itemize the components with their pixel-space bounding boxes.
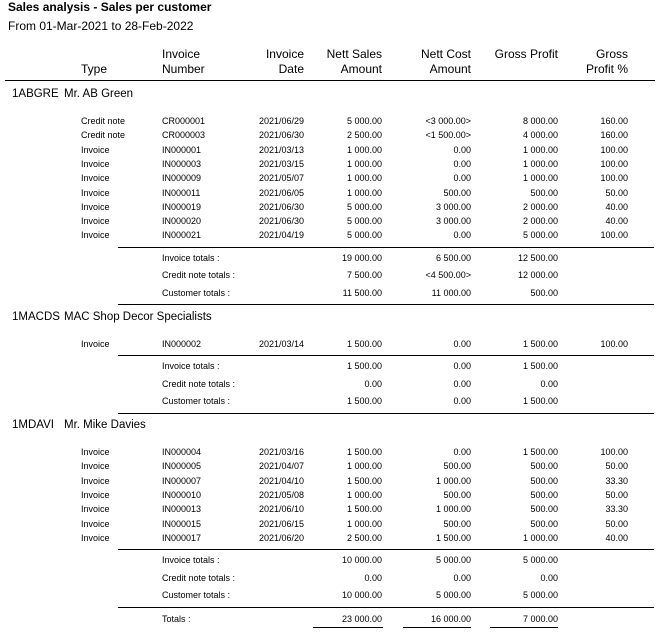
total-nett-sales: 10 000.00 [341,555,382,566]
row-nett-cost: 0.00 [453,173,471,184]
total-gross-profit: 0.00 [540,378,558,389]
row-gross-profit-pct: 160.00 [600,130,628,141]
row-gross-profit-pct: 40.00 [605,216,628,227]
customer-code: 1ABGRE [12,88,59,100]
row-gross-profit-pct: 50.00 [605,518,628,529]
table-row [0,339,658,353]
row-gross-profit-pct: 100.00 [600,230,628,241]
col-header-type: Type [81,62,108,76]
row-invoice-date: 2021/05/07 [258,173,304,184]
report-period: From 01-Mar-2021 to 28-Feb-2022 [8,19,194,33]
row-nett-cost: 500.00 [443,489,471,500]
table-row [0,116,658,130]
row-gross-profit-pct: 100.00 [600,173,628,184]
customer-name: Mr. AB Green [64,88,134,100]
credit-note-totals-row [0,270,658,284]
subtotal-divider [118,247,654,248]
grand-total-nett-cost: 16 000.00 [430,614,471,624]
row-type: Invoice [81,475,110,486]
total-nett-sales: 1 500.00 [346,396,382,407]
row-invoice-date: 2021/06/20 [258,532,304,543]
row-type: Invoice [81,447,110,457]
row-gross-profit: 2 000.00 [522,216,558,227]
customer-name: MAC Shop Decor Specialists [64,311,212,323]
table-row [0,188,658,202]
col-header-gross-profit-pct: Gross Profit % [585,47,628,76]
grand-total-underline-cost [403,627,471,628]
col-header-invoice-date: Invoice Date [265,47,304,76]
row-gross-profit-pct: 100.00 [600,158,628,169]
row-invoice-number: IN000009 [162,173,202,184]
row-gross-profit-pct: 100.00 [600,339,628,349]
total-nett-cost: 6 500.00 [435,252,471,263]
customer-totals-row [0,288,658,302]
row-nett-cost: <1 500.00> [425,130,471,141]
invoice-totals-row [0,555,658,569]
row-invoice-date: 2021/03/14 [258,339,304,349]
customer-code: 1MDAVI [12,419,54,431]
grand-total-gross-profit: 7 000.00 [522,614,558,624]
row-invoice-date: 2021/06/15 [258,518,304,529]
total-nett-cost: 0.00 [453,378,471,389]
row-type: Invoice [81,489,110,500]
row-gross-profit-pct: 33.30 [605,504,628,515]
total-nett-cost: 0.00 [453,572,471,583]
row-nett-cost: 500.00 [443,187,471,198]
row-gross-profit: 500.00 [530,461,558,472]
table-row [0,490,658,504]
totals-label: Invoice totals : [162,361,220,372]
row-type: Invoice [81,518,110,529]
total-gross-profit: 12 500.00 [517,252,558,263]
row-type: Invoice [81,173,110,184]
total-gross-profit: 5 000.00 [522,555,558,566]
total-nett-sales: 19 000.00 [341,252,382,263]
row-invoice-date: 2021/06/30 [258,201,304,212]
row-gross-profit-pct: 40.00 [605,532,628,543]
total-nett-sales: 10 000.00 [341,590,382,601]
col-header-nett-sales: Nett Sales Amount [326,47,382,76]
grand-total-underline-sales [313,627,383,628]
row-nett-sales: 1 000.00 [346,158,382,169]
total-nett-cost: 11 000.00 [431,287,471,298]
row-gross-profit: 2 000.00 [522,201,558,212]
totals-label: Credit note totals : [162,572,236,583]
totals-label: Customer totals : [162,287,231,298]
total-nett-cost: <4 500.00> [425,270,471,281]
grand-total-underline-gp [490,627,558,628]
total-nett-cost: 5 000.00 [435,590,471,601]
row-invoice-date: 2021/03/13 [258,144,304,155]
row-gross-profit-pct: 100.00 [600,144,628,155]
total-gross-profit: 5 000.00 [522,590,558,601]
table-row [0,159,658,173]
table-row [0,173,658,187]
row-type: Invoice [81,461,110,472]
row-gross-profit: 5 000.00 [522,230,558,241]
row-nett-cost: <3 000.00> [425,116,471,126]
row-invoice-date: 2021/04/10 [258,475,304,486]
row-invoice-number: IN000013 [162,504,202,515]
row-gross-profit: 500.00 [530,518,558,529]
row-gross-profit: 500.00 [530,475,558,486]
row-invoice-number: CR000003 [162,130,206,141]
col-header-invoice-number: Invoice Number [162,47,205,76]
row-gross-profit: 1 500.00 [522,447,558,457]
row-nett-sales: 1 000.00 [346,144,382,155]
row-type: Invoice [81,230,110,241]
totals-label: Customer totals : [162,396,231,407]
row-invoice-date: 2021/06/10 [258,504,304,515]
report-title: Sales analysis - Sales per customer [8,0,212,14]
row-invoice-number: IN000015 [162,518,202,529]
row-gross-profit: 500.00 [530,504,558,515]
totals-label: Invoice totals : [162,252,220,263]
row-nett-sales: 5 000.00 [346,230,382,241]
subtotal-divider [118,549,654,550]
row-gross-profit-pct: 50.00 [605,461,628,472]
row-type: Invoice [81,216,110,227]
row-nett-sales: 1 500.00 [346,447,382,457]
total-nett-sales: 0.00 [364,378,382,389]
row-nett-sales: 5 000.00 [346,116,382,126]
customer-header [12,419,146,431]
row-type: Invoice [81,201,110,212]
row-nett-sales: 1 500.00 [346,339,382,349]
total-gross-profit: 500.00 [530,287,558,298]
row-invoice-date: 2021/03/15 [258,158,304,169]
row-nett-cost: 0.00 [453,230,471,241]
table-row [0,202,658,216]
invoice-totals-row [0,361,658,375]
row-gross-profit-pct: 50.00 [605,489,628,500]
table-row [0,145,658,159]
row-type: Invoice [81,144,110,155]
row-nett-cost: 0.00 [453,339,471,349]
row-nett-sales: 1 500.00 [346,475,382,486]
row-invoice-number: IN000011 [162,187,201,198]
grand-totals-label: Totals : [162,614,191,624]
totals-label: Credit note totals : [162,378,236,389]
row-invoice-number: IN000004 [162,447,202,457]
total-gross-profit: 12 000.00 [517,270,558,281]
subtotal-divider [118,355,654,356]
row-type: Invoice [81,187,110,198]
row-type: Credit note [81,116,126,126]
row-invoice-date: 2021/04/19 [258,230,304,241]
row-invoice-date: 2021/05/08 [258,489,304,500]
header-divider [5,80,655,81]
row-invoice-number: IN000001 [162,144,202,155]
row-nett-cost: 500.00 [443,518,471,529]
row-gross-profit-pct: 40.00 [605,201,628,212]
total-nett-cost: 5 000.00 [435,555,471,566]
customer-totals-row [0,396,658,410]
table-row [0,519,658,533]
row-nett-sales: 5 000.00 [346,216,382,227]
table-row [0,476,658,490]
row-invoice-number: CR000001 [162,116,206,126]
row-nett-sales: 1 000.00 [346,489,382,500]
customer-name: Mr. Mike Davies [64,419,146,431]
row-gross-profit: 1 500.00 [522,339,558,349]
row-nett-sales: 1 000.00 [346,173,382,184]
row-invoice-number: IN000003 [162,158,202,169]
row-gross-profit: 1 000.00 [522,158,558,169]
grand-total-nett-sales: 23 000.00 [341,614,382,624]
total-nett-sales: 0.00 [364,572,382,583]
customer-header [12,88,133,100]
row-nett-cost: 1 500.00 [435,532,471,543]
row-nett-cost: 0.00 [453,144,471,155]
row-type: Credit note [81,130,126,141]
total-gross-profit: 1 500.00 [522,396,558,407]
row-nett-sales: 1 000.00 [346,518,382,529]
table-row [0,230,658,244]
row-nett-cost: 0.00 [453,447,471,457]
row-gross-profit-pct: 50.00 [605,187,628,198]
row-nett-sales: 1 000.00 [346,187,382,198]
row-gross-profit: 1 000.00 [522,532,558,543]
row-gross-profit-pct: 100.00 [600,447,628,457]
table-row [0,447,658,461]
row-nett-cost: 3 000.00 [435,201,471,212]
row-type: Invoice [81,532,110,543]
total-nett-sales: 11 500.00 [342,287,382,298]
row-gross-profit-pct: 160.00 [600,116,628,126]
row-invoice-date: 2021/04/07 [258,461,304,472]
customer-code: 1MACDS [12,311,60,323]
row-type: Invoice [81,158,110,169]
row-nett-cost: 1 000.00 [435,504,471,515]
row-invoice-date: 2021/06/30 [258,216,304,227]
row-invoice-number: IN000005 [162,461,202,472]
row-invoice-number: IN000020 [162,216,202,227]
totals-label: Credit note totals : [162,270,236,281]
customer-end-divider [118,304,654,305]
row-type: Invoice [81,504,110,515]
col-header-nett-cost: Nett Cost Amount [420,47,471,76]
row-nett-cost: 0.00 [453,158,471,169]
row-nett-cost: 3 000.00 [435,216,471,227]
row-gross-profit: 500.00 [530,489,558,500]
row-nett-cost: 500.00 [443,461,471,472]
customer-end-divider [118,413,654,414]
table-row [0,504,658,518]
credit-note-totals-row [0,573,658,587]
row-invoice-date: 2021/06/05 [258,187,304,198]
row-invoice-number: IN000010 [162,489,202,500]
row-nett-cost: 1 000.00 [435,475,471,486]
row-nett-sales: 1 500.00 [346,504,382,515]
row-invoice-date: 2021/06/30 [258,130,304,141]
totals-label: Customer totals : [162,590,231,601]
customer-header [12,311,212,323]
row-gross-profit: 4 000.00 [522,130,558,141]
totals-label: Invoice totals : [162,555,220,566]
col-header-gross-profit: Gross Profit [494,47,558,61]
customer-totals-row [0,590,658,604]
row-invoice-number: IN000007 [162,475,202,486]
total-gross-profit: 0.00 [540,572,558,583]
row-gross-profit: 1 000.00 [522,173,558,184]
row-nett-sales: 1 000.00 [346,461,382,472]
total-nett-sales: 7 500.00 [346,270,382,281]
row-invoice-number: IN000002 [162,339,202,349]
row-invoice-number: IN000019 [162,201,202,212]
row-type: Invoice [81,339,110,349]
row-gross-profit: 1 000.00 [522,144,558,155]
row-invoice-number: IN000021 [162,230,202,241]
row-gross-profit: 500.00 [530,187,558,198]
table-row [0,216,658,230]
row-nett-sales: 2 500.00 [346,130,382,141]
row-invoice-number: IN000017 [162,532,202,543]
table-row [0,130,658,144]
table-row [0,461,658,475]
total-nett-sales: 1 500.00 [346,361,382,372]
total-nett-cost: 0.00 [453,396,471,407]
customer-end-divider [118,607,654,608]
row-invoice-date: 2021/06/29 [258,116,304,126]
table-row [0,533,658,547]
total-gross-profit: 1 500.00 [522,361,558,372]
row-gross-profit: 8 000.00 [522,116,558,126]
total-nett-cost: 0.00 [453,361,471,372]
row-nett-sales: 2 500.00 [346,532,382,543]
credit-note-totals-row [0,379,658,393]
row-gross-profit-pct: 33.30 [605,475,628,486]
invoice-totals-row [0,253,658,267]
grand-totals-row [0,614,658,628]
row-invoice-date: 2021/03/16 [258,447,304,457]
row-nett-sales: 5 000.00 [346,201,382,212]
